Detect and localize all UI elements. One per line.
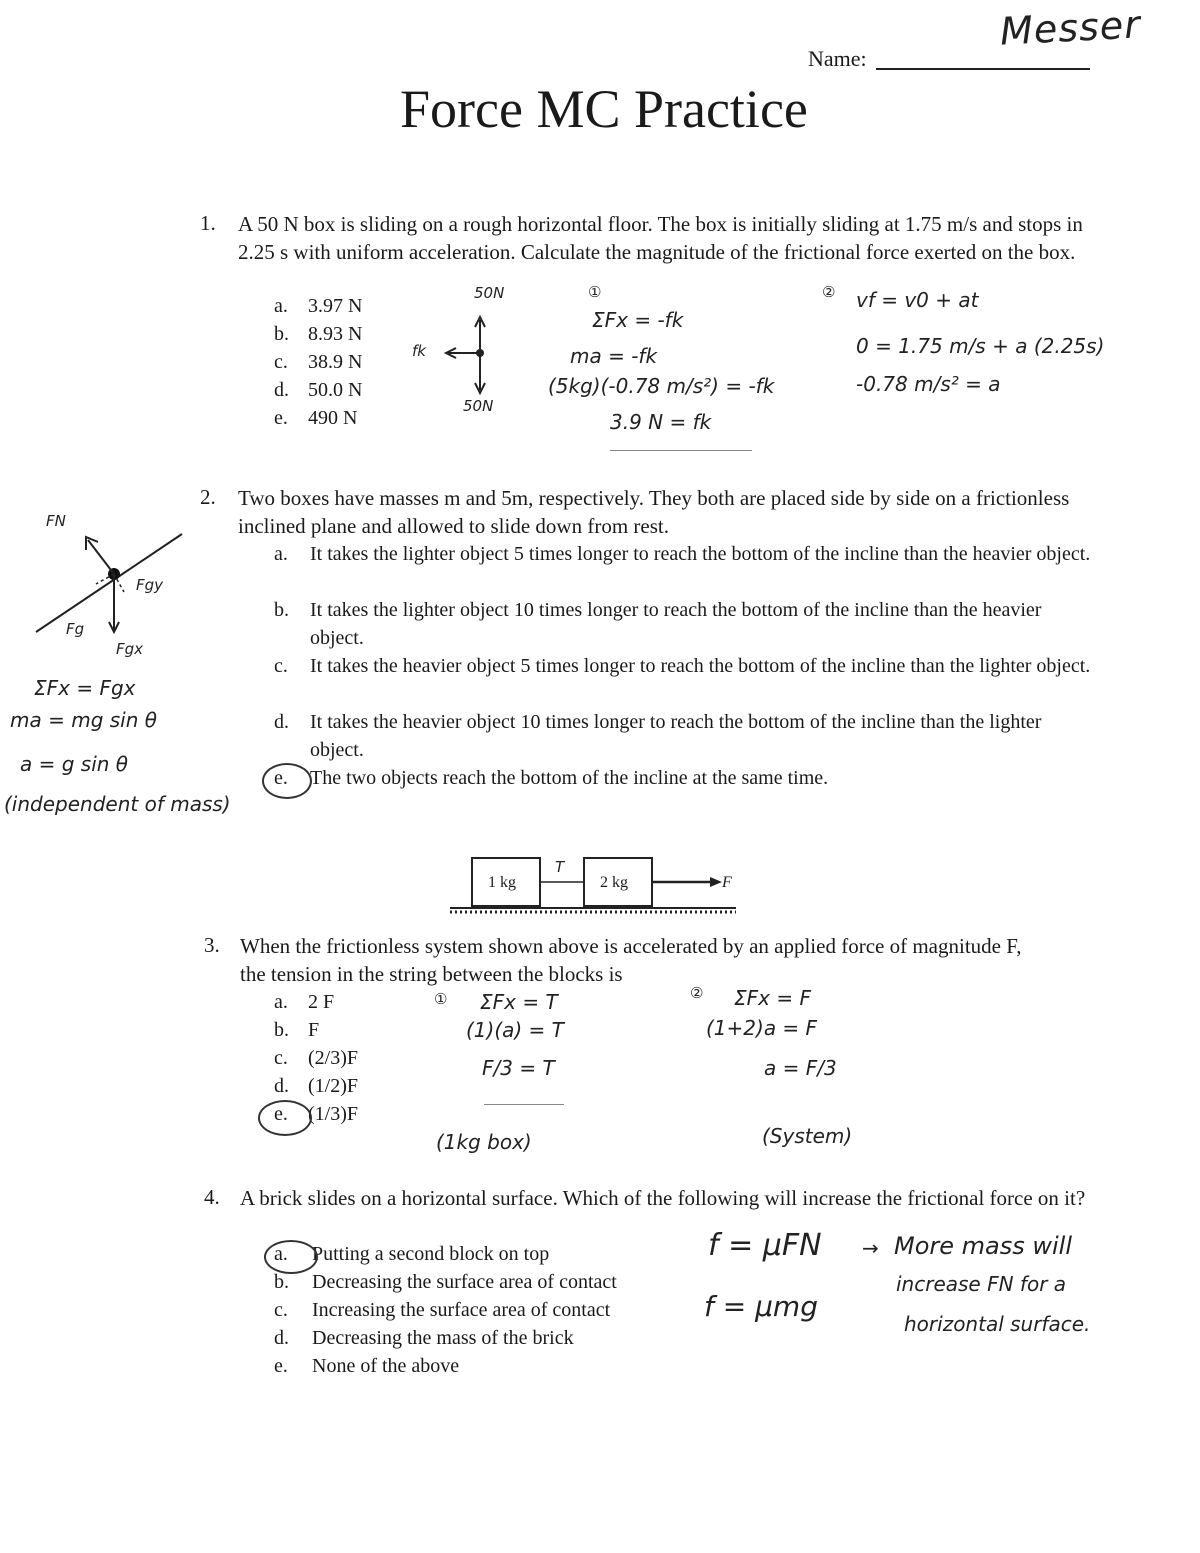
q1-option-e: e. 490 N bbox=[274, 407, 358, 429]
q3-step2-marker: ② bbox=[690, 984, 704, 1002]
q3-step2-line2: (1+2)a = F bbox=[706, 1016, 818, 1040]
q1-step1-marker: ① bbox=[588, 283, 602, 301]
q2-answer-circle bbox=[262, 763, 312, 799]
q2-fgx-label: Fgx bbox=[116, 640, 144, 658]
q1-option-b: b. 8.93 N bbox=[274, 323, 363, 345]
q3-blocks-figure bbox=[440, 852, 750, 922]
q3-option-a: a. 2 F bbox=[274, 991, 335, 1013]
q2-work-line1: ΣFx = Fgx bbox=[34, 676, 136, 700]
q4-work-note-line1: More mass will bbox=[894, 1232, 1073, 1260]
q3-block-2kg: 2 kg bbox=[600, 874, 628, 891]
q1-step2-line3: -0.78 m/s² = a bbox=[856, 372, 1001, 396]
q3-option-e: e. (1/3)F bbox=[274, 1103, 358, 1125]
q3-option-c: c. (2/3)F bbox=[274, 1047, 358, 1069]
q1-step1-line4: 3.9 N = fk bbox=[610, 410, 712, 434]
question-3-text: When the frictionless system shown above is accelerated by an applied force of magnitude F, the tension in the string between the blocks is bbox=[240, 934, 1022, 986]
q1-fbd-top-label: 50N bbox=[474, 284, 505, 302]
q4-option-b: b. Decreasing the surface area of contact bbox=[274, 1271, 617, 1293]
q1-option-a: a. 3.97 N bbox=[274, 295, 363, 317]
question-2-number: 2. bbox=[200, 485, 216, 509]
q2-option-d: d. It takes the heavier object 10 times longer to reach the bottom of the incline than the lighter object. bbox=[274, 711, 1042, 761]
q2-option-c: c. It takes the heavier object 5 times longer to reach the bottom of the incline than the lighter object. bbox=[274, 655, 1091, 677]
q3-step2-label: (System) bbox=[762, 1124, 853, 1148]
q1-option-c: c. 38.9 N bbox=[274, 351, 363, 373]
q2-option-e: e. The two objects reach the bottom of the incline at the same time. bbox=[274, 767, 829, 789]
q3-step1-label: (1kg box) bbox=[436, 1130, 532, 1154]
q2-fg-label: Fg bbox=[66, 620, 85, 638]
q4-work-eq2: f = μmg bbox=[704, 1290, 818, 1323]
q3-block-1kg: 1 kg bbox=[488, 874, 516, 891]
q2-work-line4: (independent of mass) bbox=[4, 792, 231, 816]
q3-step1-line3: F/3 = T bbox=[482, 1056, 555, 1080]
q2-work-line2: ma = mg sin θ bbox=[10, 708, 157, 732]
q1-step1-line1: ΣFx = -fk bbox=[592, 308, 684, 332]
q3-option-b: b. F bbox=[274, 1019, 320, 1041]
q2-fgy-label: Fgy bbox=[136, 576, 164, 594]
q2-work-line3: a = g sin θ bbox=[20, 752, 129, 776]
q2-option-a: a. It takes the lighter object 5 times longer to reach the bottom of the incline than the heavier object. bbox=[274, 543, 1091, 565]
q1-fbd-bottom-label: 50N bbox=[463, 397, 494, 415]
name-underline bbox=[876, 68, 1090, 70]
q2-incline-diagram bbox=[20, 520, 200, 660]
question-1-number: 1. bbox=[200, 211, 216, 235]
q3-answer-circle bbox=[258, 1100, 312, 1136]
q1-step1-line3: (5kg)(-0.78 m/s²) = -fk bbox=[548, 374, 775, 398]
q4-option-e: e. None of the above bbox=[274, 1355, 460, 1377]
q4-work-note-line3: horizontal surface. bbox=[904, 1312, 1091, 1336]
question-3-number: 3. bbox=[204, 933, 220, 957]
q2-normal-force-label: FN bbox=[46, 512, 66, 530]
q4-answer-circle bbox=[264, 1240, 318, 1274]
q4-work-eq1: f = μFN bbox=[708, 1228, 822, 1263]
q3-tension-label: T bbox=[555, 858, 565, 876]
q3-step1-line2: (1)(a) = T bbox=[466, 1018, 564, 1042]
name-label: Name: bbox=[808, 46, 867, 71]
q4-work-note-line2: increase FN for a bbox=[896, 1272, 1067, 1296]
question-4-number: 4. bbox=[204, 1185, 220, 1209]
question-1-text: A 50 N box is sliding on a rough horizontal floor. The box is initially sliding at 1.75 m/s and stops in 2.25 s with uniform acceleration. Calculate the magnitude of the frictional force exerted on the box. bbox=[238, 212, 1083, 264]
handwritten-name: Messer bbox=[998, 2, 1142, 54]
q3-step2-line3: a = F/3 bbox=[764, 1056, 837, 1080]
q3-step1-marker: ① bbox=[434, 990, 448, 1008]
q3-step1-line1: ΣFx = T bbox=[480, 990, 558, 1014]
q3-step1-underline bbox=[484, 1104, 564, 1105]
q1-answer-underline bbox=[610, 450, 752, 451]
q3-step2-line1: ΣFx = F bbox=[734, 986, 811, 1010]
q1-step2-marker: ② bbox=[822, 283, 836, 301]
q3-force-label: F bbox=[722, 874, 732, 891]
q1-step2-line2: 0 = 1.75 m/s + a (2.25s) bbox=[856, 334, 1105, 358]
question-2-text: Two boxes have masses m and 5m, respectively. They both are placed side by side on a frictionless inclined plane and allowed to slide down from rest. bbox=[238, 486, 1070, 538]
q4-option-c: c. Increasing the surface area of contact bbox=[274, 1299, 611, 1321]
q1-step1-line2: ma = -fk bbox=[570, 344, 658, 368]
q1-fbd-left-label: fk bbox=[412, 342, 426, 360]
q4-option-d: d. Decreasing the mass of the brick bbox=[274, 1327, 574, 1349]
q2-option-b: b. It takes the lighter object 10 times longer to reach the bottom of the incline than the heavier object. bbox=[274, 599, 1042, 649]
q1-option-d: d. 50.0 N bbox=[274, 379, 363, 401]
q4-work-arrow: → bbox=[862, 1236, 879, 1260]
q4-option-a: a. Putting a second block on top bbox=[274, 1243, 550, 1265]
page-title: Force MC Practice bbox=[400, 79, 808, 139]
question-4-text: A brick slides on a horizontal surface. Which of the following will increase the frictional force on it? bbox=[240, 1186, 1086, 1210]
q1-step2-line1: vf = v0 + at bbox=[856, 288, 979, 312]
q3-option-d: d. (1/2)F bbox=[274, 1075, 358, 1097]
